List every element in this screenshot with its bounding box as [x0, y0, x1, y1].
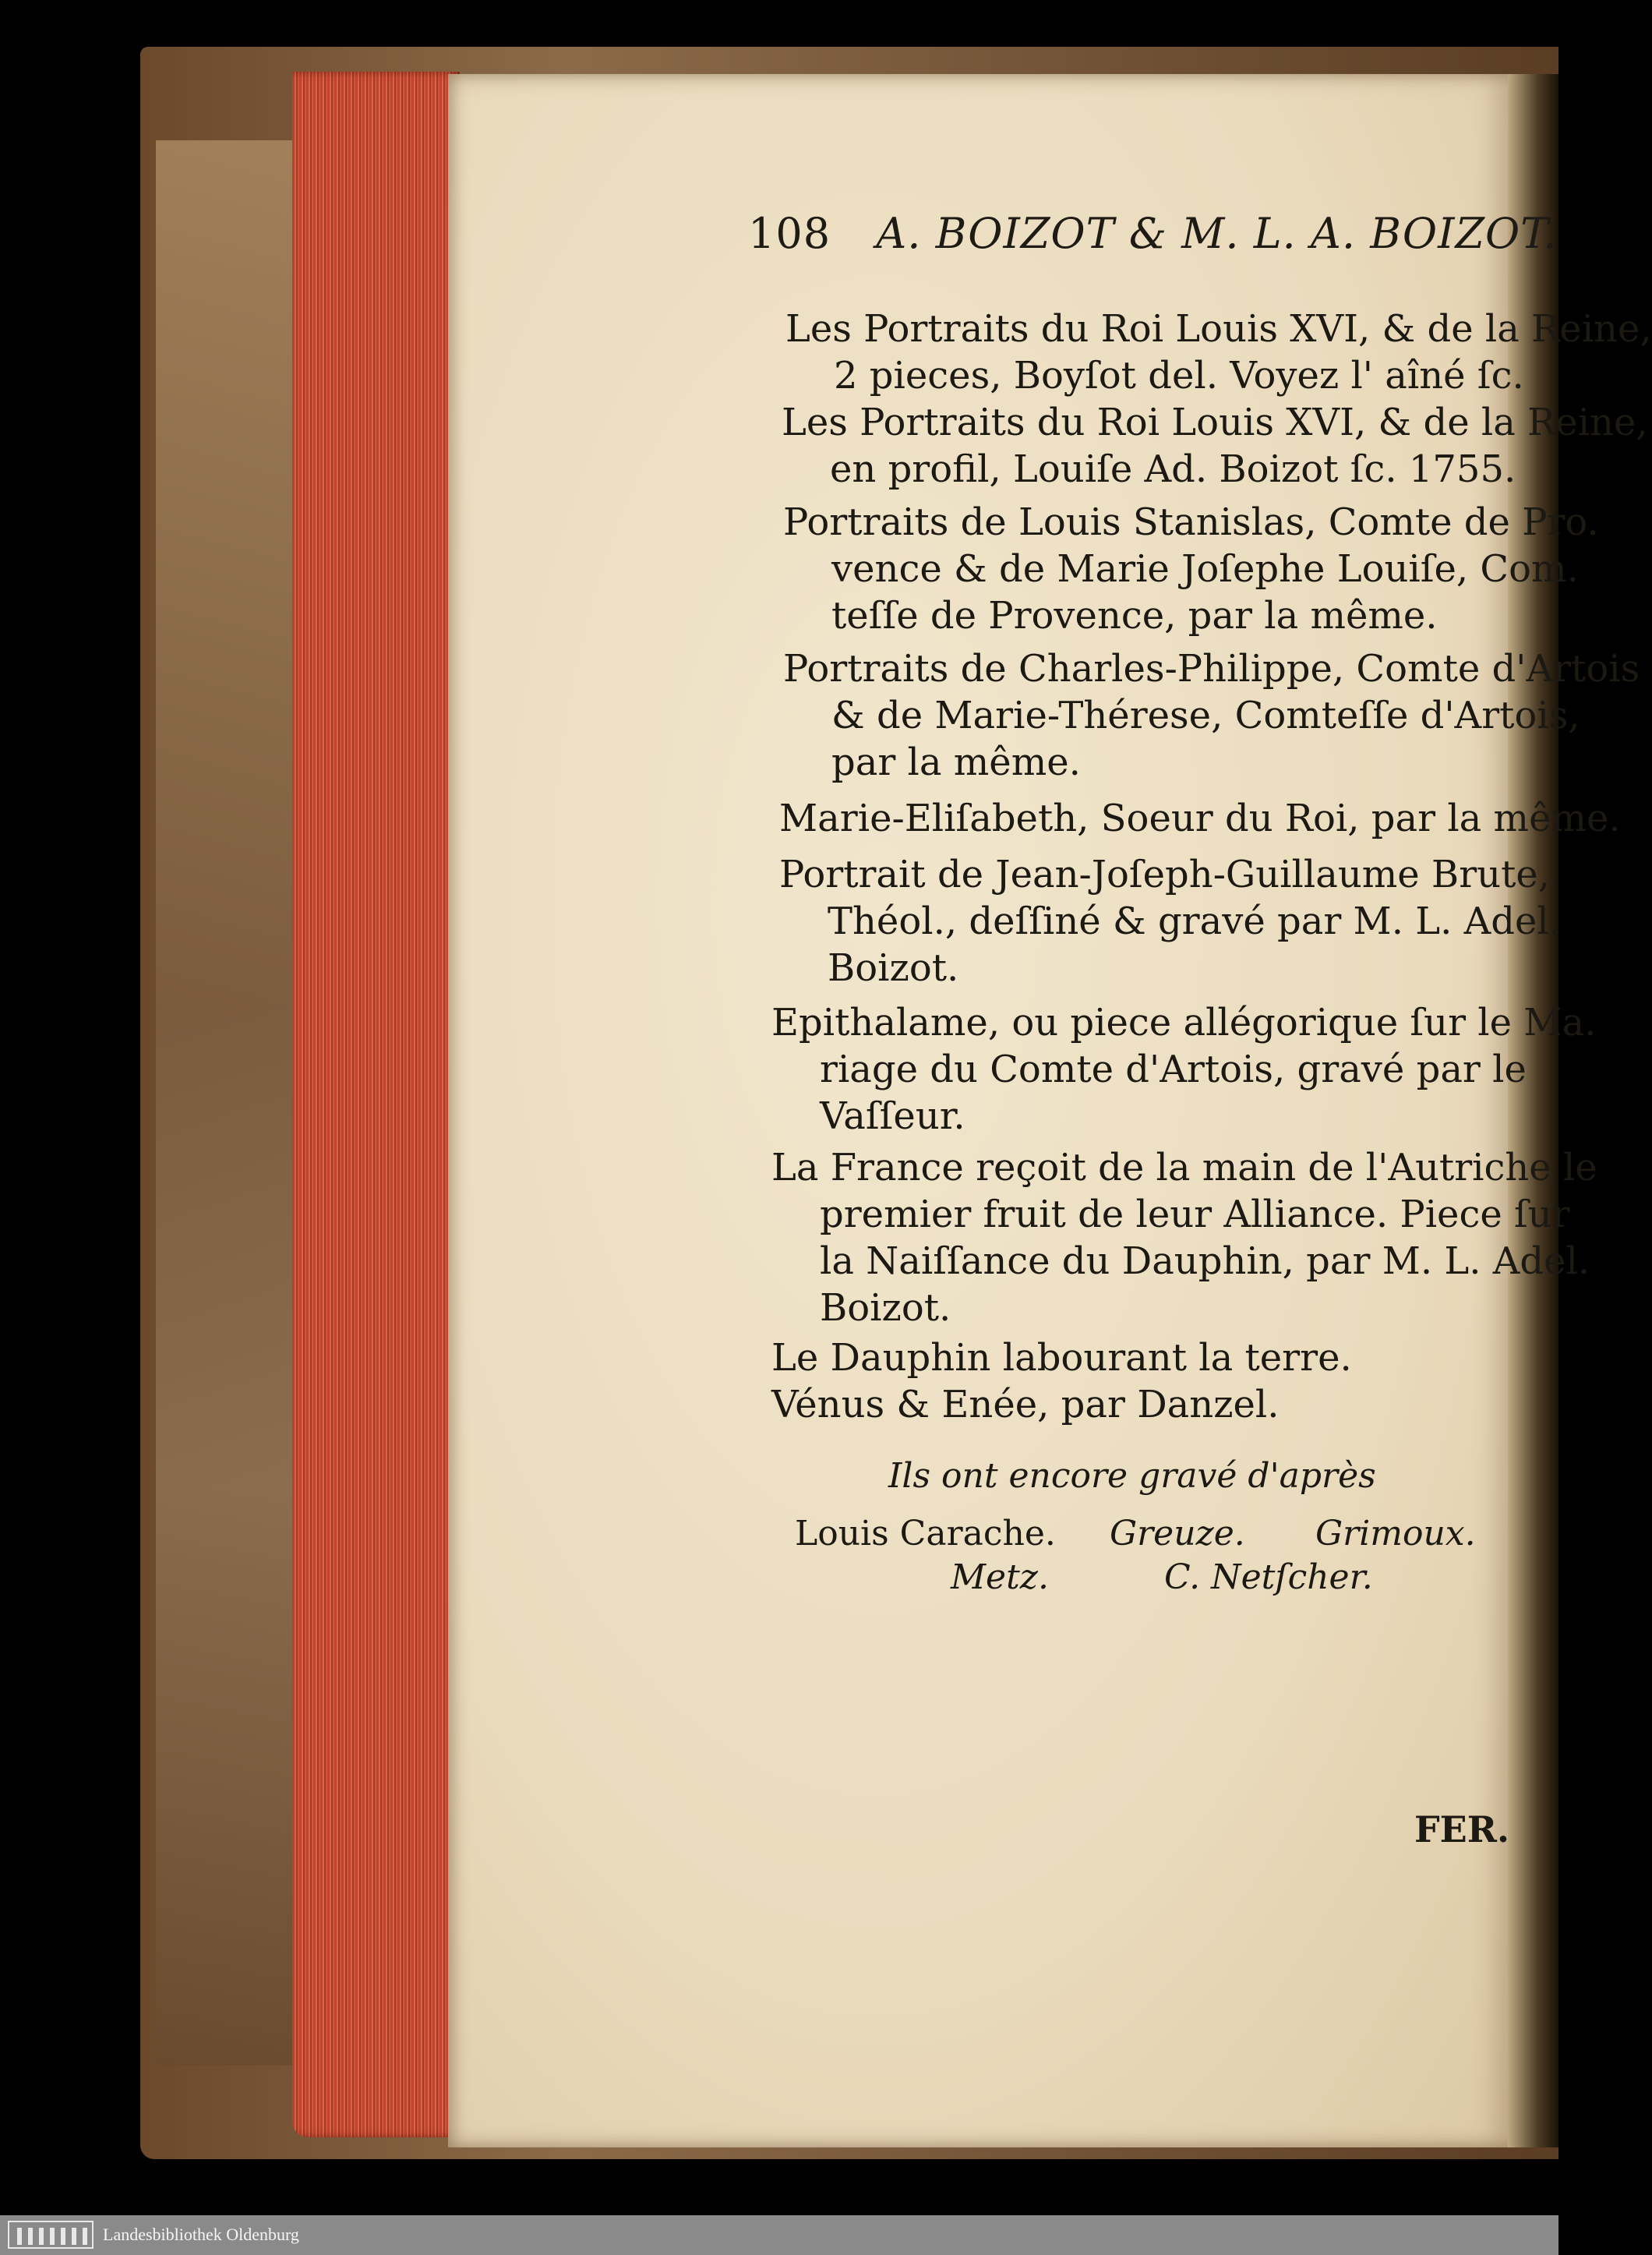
entry-line: Boizot. [828, 946, 959, 990]
catalog-entry [782, 399, 1648, 493]
catalog-entry [771, 1334, 1352, 1381]
catalog-entry [779, 851, 1561, 991]
catalog-entry [779, 795, 1621, 842]
engraver-name: Metz. [951, 1557, 1049, 1597]
entry-line: Théol., deſſiné & gravé par M. L. Adel. [828, 900, 1562, 943]
entry-line: Les Portraits du Roi Louis XVI, & de la Reine, [782, 401, 1648, 444]
running-header [748, 209, 1558, 258]
library-logo-icon [8, 2221, 94, 2249]
entry-line: riage du Comte d'Artois, gravé par le [820, 1048, 1527, 1091]
catalog-entry [771, 1144, 1597, 1331]
entry-line: & de Marie-Thérese, Comteſſe d'Artois, [831, 694, 1580, 737]
catalog-entry [783, 499, 1599, 639]
entry-line: premier fruit de leur Alliance. Piece ſur [820, 1193, 1570, 1236]
page-number: 108 [748, 209, 831, 258]
entry-line: vence & de Marie Joſephe Louiſe, Com. [831, 547, 1579, 591]
entry-line: 2 pieces, Boyſot del. Voyez l' aîné ſc. [834, 354, 1524, 398]
running-title: A. BOIZOT & M. L. A. BOIZOT. [876, 209, 1558, 258]
entry-line: teſſe de Provence, par la même. [831, 594, 1438, 638]
after-heading: Ils ont encore gravé d'après [888, 1456, 1376, 1496]
engraver-name: Greuze. [1110, 1514, 1245, 1553]
engraver-name: C. Netſcher. [1164, 1557, 1373, 1597]
entry-line: en profil, Louiſe Ad. Boizot ſc. 1755. [830, 447, 1516, 491]
entry-line: la Naiſſance du Dauphin, par M. L. Adel. [820, 1239, 1590, 1283]
catalog-entry [783, 645, 1640, 786]
engraver-row-1 [795, 1514, 1476, 1553]
entry-line: Portraits de Charles-Philippe, Comte d'Artois [783, 647, 1640, 691]
catalog-entry [785, 306, 1652, 399]
entry-line: Vaſſeur. [820, 1094, 965, 1138]
entry-line: La France reçoit de la main de l'Autriche le [771, 1146, 1597, 1189]
engraver-name: Louis Carache. [795, 1514, 1056, 1553]
page-edges-red [292, 72, 460, 2137]
entry-line: Epithalame, ou piece allégorique ſur le Ma. [771, 1001, 1597, 1044]
catchword: FER. [1414, 1808, 1509, 1850]
library-name: Landesbibliothek Oldenburg [103, 2225, 299, 2244]
entry-line: Portraits de Louis Stanislas, Comte de Pro. [783, 500, 1599, 544]
entry-line: Boizot. [820, 1286, 951, 1330]
catalog-entry [771, 999, 1596, 1140]
entry-line: Vénus & Enée, par Danzel. [771, 1383, 1280, 1426]
entry-line: Le Dauphin labourant la terre. [771, 1336, 1352, 1380]
entry-line: Marie-Eliſabeth, Soeur du Roi, par la même. [779, 797, 1621, 840]
entry-line: par la même. [831, 740, 1081, 784]
cover-inner-board [156, 140, 312, 2066]
entry-line: Portrait de Jean-Joſeph-Guillaume Brute, [779, 853, 1551, 896]
engraver-name: Grimoux. [1315, 1514, 1476, 1553]
catalog-entry [771, 1381, 1280, 1428]
engraver-row-2 [951, 1557, 1373, 1597]
entry-line: Les Portraits du Roi Louis XVI, & de la Reine, [785, 307, 1652, 351]
